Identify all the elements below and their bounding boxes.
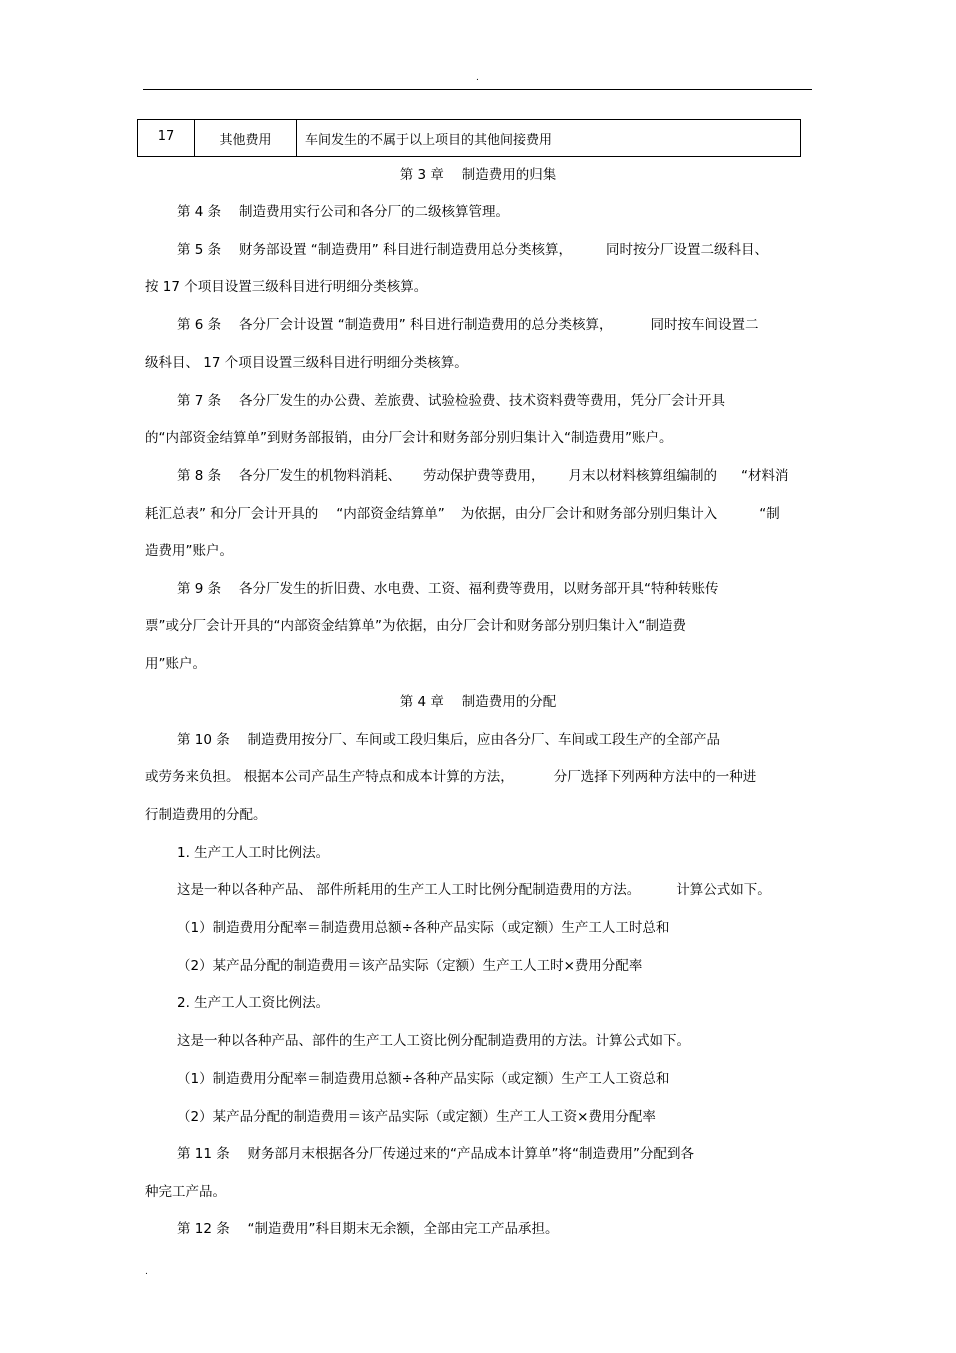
- article-6-line-1: [177, 316, 759, 334]
- article-9-line-3: 用”账户。: [145, 656, 206, 672]
- article-12-line-1: 第 12 条 “制造费用”科目期末无余额，全部由完工产品承担。: [177, 1221, 559, 1237]
- item-number: 17: [138, 120, 195, 157]
- article-4-line-1: 第 4 条 制造费用实行公司和各分厂的二级核算管理。: [177, 204, 509, 220]
- method-1-title: 1. 生产工人工时比例法。: [177, 845, 330, 861]
- method-2-title: 2. 生产工人工资比例法。: [177, 995, 330, 1011]
- method-2-formula-2: （2）某产品分配的制造费用＝该产品实际（或定额）生产工人工资×费用分配率: [177, 1109, 656, 1125]
- method-1-formula-1: （1）制造费用分配率＝制造费用总额÷各种产品实际（或定额）生产工人工时总和: [177, 920, 670, 936]
- article-5-part-a: 第 5 条 财务部设置 “制造费用” 科目进行制造费用总分类核算，: [177, 242, 573, 258]
- article-6-part-a: 第 6 条 各分厂会计设置 “制造费用” 科目进行制造费用的总分类核算，: [177, 317, 613, 333]
- article-8-part-g: 为依据，由分厂会计和财务部分别归集计入: [460, 506, 718, 522]
- header-rule: [143, 89, 812, 90]
- article-8-part-a: 第 8 条 各分厂发生的机物料消耗、: [177, 468, 401, 484]
- article-10-line-2: [145, 768, 756, 786]
- method-1-description-b: 计算公式如下。: [676, 882, 771, 898]
- article-8-part-c: 月末以材料核算组编制的: [568, 468, 717, 484]
- article-9-line-1: 第 9 条 各分厂发生的折旧费、水电费、工资、福利费等费用，以财务部开具“特种转账传: [177, 581, 719, 597]
- method-2-formula-1: （1）制造费用分配率＝制造费用总额÷各种产品实际（或定额）生产工人工资总和: [177, 1071, 670, 1087]
- header-mark: .: [476, 73, 479, 83]
- article-5-part-b: 同时按分厂设置二级科目、: [606, 242, 769, 258]
- method-1-formula-2: （2）某产品分配的制造费用＝该产品实际（定额）生产工人工时×费用分配率: [177, 958, 643, 974]
- article-8-part-h: “制: [759, 506, 780, 522]
- article-8-part-e: 耗汇总表” 和分厂会计开具的: [145, 506, 319, 522]
- article-11-line-1: 第 11 条 财务部月末根据各分厂传递过来的“产品成本计算单”将“制造费用”分配到各: [177, 1146, 695, 1162]
- method-1-description: [177, 881, 771, 899]
- article-5-line-2: 按 17 个项目设置三级科目进行明细分类核算。: [145, 279, 428, 295]
- article-8-line-3: 造费用”账户。: [145, 543, 233, 559]
- article-7-line-1: 第 7 条 各分厂发生的办公费、差旅费、试验检验费、技术资料费等费用，凭分厂会计开具: [177, 393, 725, 409]
- article-10-line-3: 行制造费用的分配。: [145, 807, 267, 823]
- article-7-line-2: 的“内部资金结算单”到财务部报销，由分厂会计和财务部分别归集计入“制造费用”账户。: [145, 430, 673, 446]
- article-8-line-2: [145, 505, 780, 523]
- article-11-line-2: 种完工产品。: [145, 1184, 226, 1200]
- method-2-description: 这是一种以各种产品、部件的生产工人工资比例分配制造费用的方法。计算公式如下。: [177, 1033, 690, 1049]
- article-10-part-b: 分厂选择下列两种方法中的一种进: [553, 769, 757, 785]
- article-8-part-b: 劳动保护费等费用，: [422, 468, 545, 484]
- article-8-part-f: “内部资金结算单”: [336, 506, 445, 522]
- item-name: 其他费用: [195, 120, 297, 157]
- table-row: [138, 120, 801, 157]
- article-9-line-2: 票”或分厂会计开具的“内部资金结算单”为依据，由分厂会计和财务部分别归集计入“制造费: [145, 618, 686, 634]
- article-10-line-1: 第 10 条 制造费用按分厂、车间或工段归集后，应由各分厂、车间或工段生产的全部产品: [177, 732, 721, 748]
- item-description: 车间发生的不属于以上项目的其他间接费用: [297, 120, 801, 157]
- footer-mark: .: [145, 1267, 148, 1277]
- chapter-4-title: 第 4 章 制造费用的分配: [399, 694, 557, 710]
- article-5-line-1: [177, 241, 768, 259]
- article-8-line-1: [177, 467, 788, 485]
- article-8-part-d: “材料消: [740, 468, 789, 484]
- article-6-line-2: 级科目、 17 个项目设置三级科目进行明细分类核算。: [145, 355, 468, 371]
- expense-table: [137, 119, 801, 157]
- method-1-description-a: 这是一种以各种产品、 部件所耗用的生产工人工时比例分配制造费用的方法。: [177, 882, 641, 898]
- article-10-part-a: 或劳务来负担。 根据本公司产品生产特点和成本计算的方法，: [145, 769, 514, 785]
- article-6-part-b: 同时按车间设置二: [650, 317, 759, 333]
- chapter-3-title: 第 3 章 制造费用的归集: [399, 167, 557, 183]
